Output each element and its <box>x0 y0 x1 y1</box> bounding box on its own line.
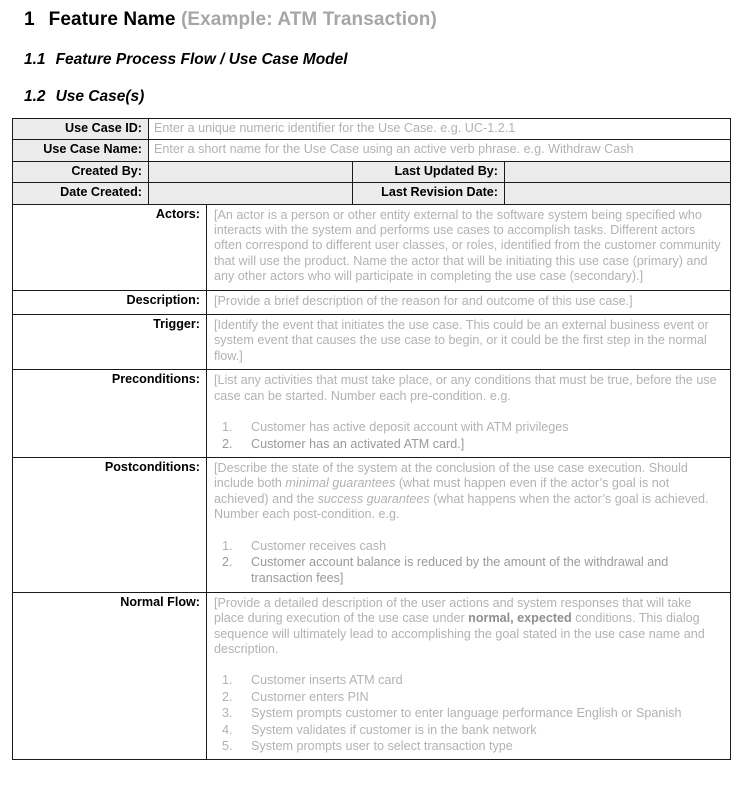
list-item <box>214 554 724 587</box>
section-number-1-1: 1.1 <box>24 51 46 68</box>
list-number: 1. <box>222 538 233 553</box>
table-row-actors <box>13 204 731 290</box>
list-text: Customer inserts ATM card <box>251 673 403 688</box>
list-item <box>214 738 724 754</box>
list-item <box>214 705 724 721</box>
section-number-1-2: 1.2 <box>24 88 46 105</box>
use-case-table <box>12 118 731 760</box>
list-number: 3. <box>222 706 233 721</box>
list-item <box>214 689 724 705</box>
field-normal-flow[interactable] <box>207 592 731 760</box>
normal-flow-text-part2: conditions. This dialog sequence will ultimately lead to accomplishing the goal stated in the use case name and description. <box>214 611 705 656</box>
section-title-1-example: (Example: ATM Transaction) <box>180 9 437 30</box>
label-trigger: Trigger: <box>13 315 207 370</box>
label-preconditions: Preconditions: <box>13 370 207 458</box>
field-description[interactable] <box>207 290 731 314</box>
postconditions-text-part2: (what must happen even if the actor’s goal is not achieved) and the <box>214 476 670 506</box>
list-item <box>214 722 724 738</box>
list-text: Customer has an activated ATM card.] <box>251 436 465 451</box>
normal-flow-list <box>214 672 724 754</box>
list-text: Customer account balance is reduced by the amount of the withdrawal and transaction fees] <box>251 554 669 586</box>
label-postconditions: Postconditions: <box>13 457 207 592</box>
postconditions-emphasis-1: minimal guarantees <box>285 476 396 491</box>
field-last-revision-date[interactable] <box>505 183 731 204</box>
table-row-use-case-name <box>13 140 731 161</box>
label-last-revision-date: Last Revision Date: <box>353 183 505 204</box>
section-title-1-1: Feature Process Flow / Use Case Model <box>55 51 348 68</box>
list-text: System validates if customer is in the bank network <box>251 722 537 737</box>
label-created-by: Created By: <box>13 161 149 182</box>
postconditions-text <box>214 461 724 523</box>
list-number: 5. <box>222 739 233 753</box>
list-item <box>214 672 724 688</box>
table-row-date-created <box>13 183 731 204</box>
list-text: System prompts customer to enter language performance English or Spanish <box>251 706 682 721</box>
preconditions-text: [List any activities that must take place, or any conditions that must be true, before the use case can be started. Number each pre-condition. e.g. <box>214 373 717 403</box>
normal-flow-text <box>214 596 724 658</box>
trigger-text: [Identify the event that initiates the use case. This could be an external business event or system event that causes the use case to begin, or it could be the first step in the normal flow.] <box>214 318 709 363</box>
field-created-by[interactable] <box>149 161 353 182</box>
list-item <box>214 419 724 435</box>
section-title-1: Feature Name <box>48 9 176 30</box>
table-row-normal-flow <box>13 592 731 760</box>
list-number: 2. <box>222 436 233 451</box>
field-postconditions[interactable] <box>207 457 731 592</box>
table-row-postconditions <box>13 457 731 592</box>
field-preconditions[interactable] <box>207 370 731 458</box>
label-last-updated-by: Last Updated By: <box>353 161 505 182</box>
section-number-1: 1 <box>24 9 35 30</box>
field-actors[interactable] <box>207 204 731 290</box>
label-use-case-id: Use Case ID: <box>13 119 149 140</box>
postconditions-list <box>214 538 724 587</box>
preconditions-list <box>214 419 724 452</box>
label-date-created: Date Created: <box>13 183 149 204</box>
label-normal-flow: Normal Flow: <box>13 592 207 760</box>
table-row-description <box>13 290 731 314</box>
field-date-created[interactable] <box>149 183 353 204</box>
list-number: 2. <box>222 554 233 569</box>
postconditions-text-part3: (what happens when the actor’s goal is achieved. Number each post-condition. e.g. <box>214 491 709 522</box>
table-row-created-by <box>13 161 731 182</box>
postconditions-text-part1: [Describe the state of the system at the conclusion of the use case execution. Should include both <box>214 460 688 491</box>
list-number: 1. <box>222 673 233 688</box>
normal-flow-bold-1: normal, expected <box>468 611 572 626</box>
list-text: System prompts user to select transaction type <box>251 739 513 753</box>
label-actors: Actors: <box>13 204 207 290</box>
field-last-updated-by[interactable] <box>505 161 731 182</box>
list-number: 4. <box>222 722 233 737</box>
page-title <box>12 0 738 31</box>
normal-flow-text-part1: [Provide a detailed description of the user actions and system responses that will take place during execution of the use case under <box>214 595 692 626</box>
actors-text: [An actor is a person or other entity external to the software system being specified who interacts with the system and performs use cases to accomplish tasks. Different actors often correspond to different user classes, or roles, identified from the customer community that will use the product. Name the actor that will be initiating this use case (primary) and any other actors who will participate in completing the use case (secondary).] <box>214 207 721 284</box>
table-row-use-case-id <box>13 119 731 140</box>
field-trigger[interactable] <box>207 315 731 370</box>
postconditions-emphasis-2: success guarantees <box>317 491 430 506</box>
heading-1-2 <box>12 69 738 118</box>
list-item <box>214 538 724 554</box>
label-description: Description: <box>13 290 207 314</box>
heading-1-1 <box>12 31 738 69</box>
description-text: [Provide a brief description of the reason for and outcome of this use case.] <box>214 293 633 308</box>
section-title-1-2: Use Case(s) <box>55 88 145 105</box>
list-item <box>214 436 724 452</box>
label-use-case-name: Use Case Name: <box>13 140 149 161</box>
field-use-case-id[interactable]: Enter a unique numeric identifier for the Use Case. e.g. UC-1.2.1 <box>149 119 731 140</box>
table-row-trigger <box>13 315 731 370</box>
list-number: 1. <box>222 420 233 435</box>
list-number: 2. <box>222 689 233 704</box>
list-text: Customer enters PIN <box>251 689 369 704</box>
field-use-case-name[interactable]: Enter a short name for the Use Case using an active verb phrase. e.g. Withdraw Cash <box>149 140 731 161</box>
table-row-preconditions <box>13 370 731 458</box>
list-text: Customer receives cash <box>251 538 387 553</box>
list-text: Customer has active deposit account with ATM privileges <box>251 420 569 435</box>
